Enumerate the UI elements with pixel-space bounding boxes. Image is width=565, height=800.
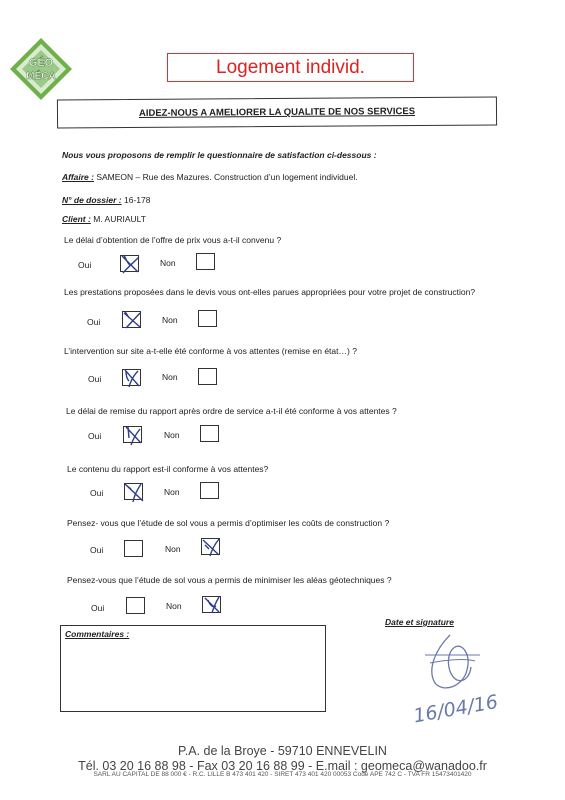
q4-oui-checkbox[interactable] bbox=[123, 426, 142, 443]
q1-non-label: Non bbox=[160, 258, 176, 268]
q5-non-label: Non bbox=[164, 487, 180, 497]
q4-oui-label: Oui bbox=[88, 431, 102, 441]
q6-oui-checkbox[interactable] bbox=[124, 540, 143, 557]
banner-text: AIDEZ-NOUS A AMELIORER LA QUALITE DE NOS SERVICES bbox=[138, 106, 416, 119]
q5-oui-label: Oui bbox=[90, 488, 104, 498]
affaire-value: SAMEON – Rue des Mazures. Construction d’un logement individuel. bbox=[96, 172, 358, 182]
q6-oui-label: Oui bbox=[90, 545, 104, 555]
question-2: Les prestations proposées dans le devis vous ont-elles parues appropriées pour votre projet de construction? bbox=[64, 287, 476, 297]
q3-oui-label: Oui bbox=[88, 374, 102, 384]
q6-non-label: Non bbox=[165, 544, 181, 554]
geomeca-logo bbox=[8, 36, 74, 102]
q3-non-checkbox[interactable] bbox=[198, 368, 217, 385]
question-1: Le délai d’obtention de l’offre de prix vous a-t-il convenu ? bbox=[64, 235, 282, 245]
logo-line1: GÉO bbox=[28, 57, 54, 69]
checkmark-icon bbox=[200, 594, 225, 617]
checkmark-icon bbox=[120, 309, 145, 332]
footer-address: P.A. de la Broye - 59710 ENNEVELIN bbox=[178, 744, 387, 758]
q2-non-label: Non bbox=[162, 315, 178, 325]
checkmark-icon bbox=[118, 253, 143, 276]
question-5: Le contenu du rapport est-il conforme à vos attentes? bbox=[67, 464, 269, 474]
q6-non-checkbox[interactable] bbox=[201, 538, 220, 555]
q5-oui-checkbox[interactable] bbox=[124, 483, 143, 500]
q7-oui-label: Oui bbox=[91, 603, 105, 613]
q4-non-checkbox[interactable] bbox=[200, 425, 219, 442]
date-signature-label: Date et signature bbox=[385, 617, 454, 627]
question-4: Le délai de remise du rapport après ordre de service a-t-il été conforme à vos attentes ? bbox=[66, 406, 397, 416]
dossier-label: N° de dossier : bbox=[62, 195, 122, 205]
checkmark-icon bbox=[121, 424, 146, 447]
q3-non-label: Non bbox=[162, 372, 178, 382]
checkmark-icon bbox=[199, 536, 224, 559]
q2-non-checkbox[interactable] bbox=[198, 310, 217, 327]
comments-label: Commentaires : bbox=[65, 629, 130, 639]
client-line bbox=[62, 214, 146, 224]
footer-legal: SARL AU CAPITAL DE 88 000 € - R.C. LILLE B 473 401 420 - SIRET 473 401 420 00053 Code APE 742 C - TVA FR 15473401420 bbox=[93, 771, 472, 778]
document-title: Logement individ. bbox=[216, 56, 365, 78]
intro-text: Nous vous proposons de remplir le questionnaire de satisfaction ci-dessous : bbox=[62, 150, 377, 160]
handwritten-date: 16/04/16 bbox=[411, 690, 500, 728]
q3-oui-checkbox[interactable] bbox=[122, 369, 141, 386]
footer-contact: Tél. 03 20 16 88 98 - Fax 03 20 16 88 99 - E.mail : geomeca@wanadoo.fr bbox=[78, 759, 487, 773]
checkmark-icon bbox=[122, 481, 147, 504]
affaire-label: Affaire : bbox=[62, 172, 94, 182]
client-label: Client : bbox=[62, 214, 91, 224]
affaire-line bbox=[62, 172, 358, 182]
q1-oui-label: Oui bbox=[78, 260, 92, 270]
logo-line2: MÉCA bbox=[26, 71, 56, 82]
dossier-value: 16-178 bbox=[123, 195, 151, 205]
q2-oui-checkbox[interactable] bbox=[122, 311, 141, 328]
q2-oui-label: Oui bbox=[87, 317, 101, 327]
client-value: M. AURIAULT bbox=[93, 214, 146, 224]
q7-non-label: Non bbox=[166, 601, 182, 611]
handwritten-signature bbox=[405, 625, 515, 730]
dossier-line bbox=[62, 195, 150, 205]
checkmark-icon bbox=[120, 367, 145, 390]
q7-oui-checkbox[interactable] bbox=[126, 597, 145, 614]
comments-box[interactable] bbox=[60, 625, 326, 712]
q5-non-checkbox[interactable] bbox=[200, 482, 219, 499]
document-title-box bbox=[167, 53, 414, 82]
q4-non-label: Non bbox=[164, 430, 180, 440]
question-3: L’intervention sur site a-t-elle été conforme à vos attentes (remise en état…) ? bbox=[64, 346, 357, 356]
question-7: Pensez-vous que l’étude de sol vous a permis de minimiser les aléas géotechniques ? bbox=[67, 575, 392, 585]
question-6: Pensez- vous que l’étude de sol vous a permis d’optimiser les coûts de construction ? bbox=[67, 518, 390, 528]
q1-non-checkbox[interactable] bbox=[196, 253, 215, 270]
q1-oui-checkbox[interactable] bbox=[120, 255, 139, 272]
survey-banner bbox=[57, 96, 497, 128]
q7-non-checkbox[interactable] bbox=[202, 596, 221, 613]
